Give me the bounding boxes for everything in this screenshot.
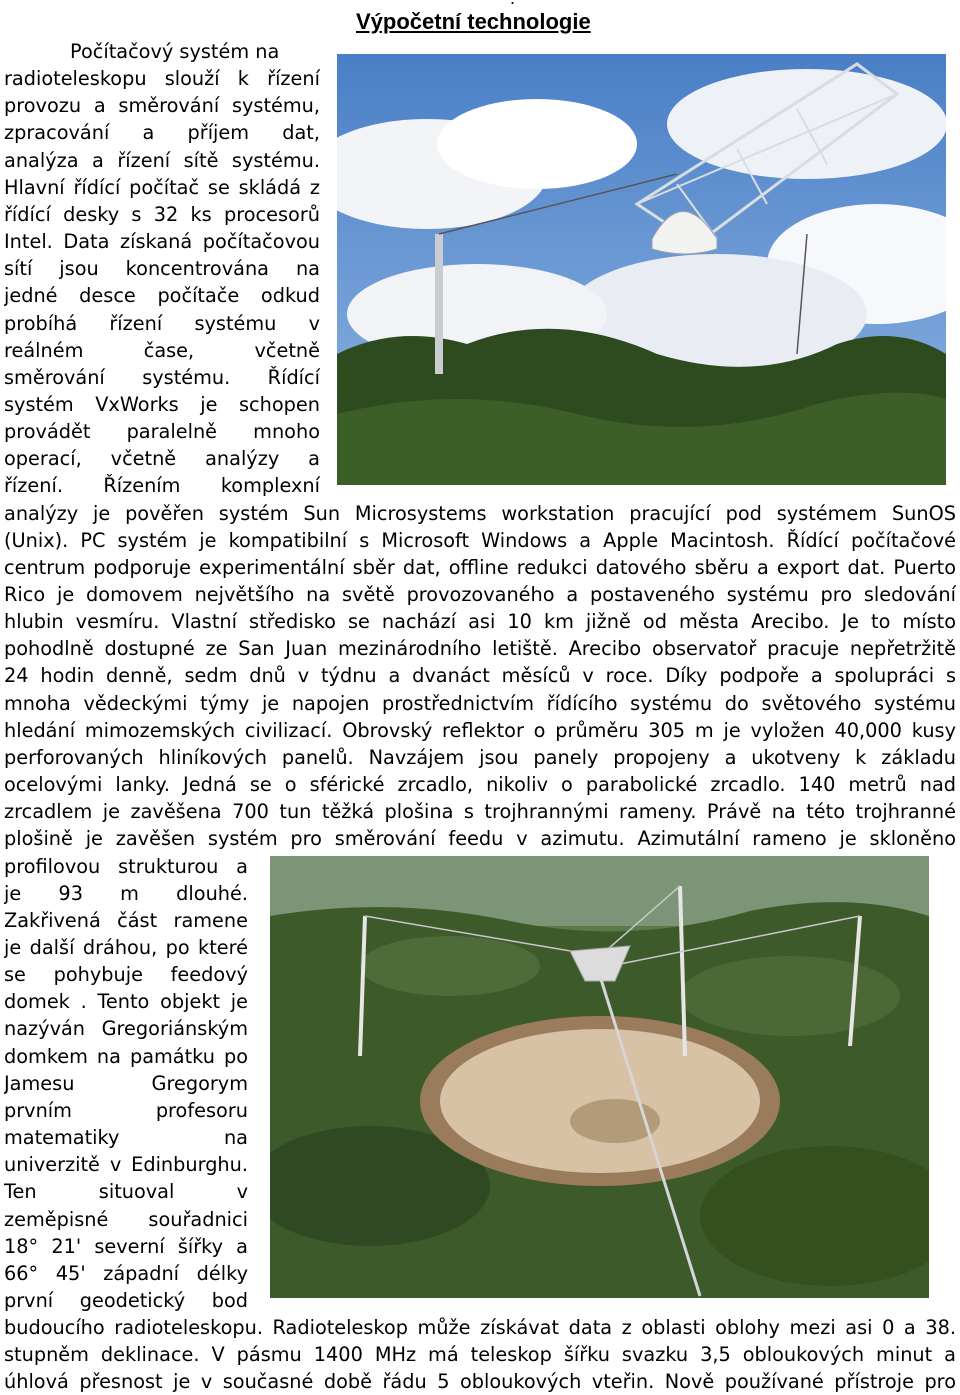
text-line: reálném čase, včetně [4, 338, 320, 362]
text-line: se pohybuje feedový [4, 963, 248, 987]
text-line: směrování systému. Řídící [4, 365, 320, 389]
text-line: analýzy je pověřen systém Sun Microsystems workstation pracující pod systémem SunOS [4, 501, 956, 525]
text-line: je 93 m dlouhé. [4, 881, 248, 905]
text-line: systém VxWorks je schopen [4, 392, 320, 416]
text-line: perforovaných hliníkových panelů. Navzájem jsou panely propojeny a ukotveny k základu [4, 745, 956, 769]
text-line: Ten situoval v [4, 1180, 248, 1204]
aerial-photo [270, 856, 929, 1298]
text-line: zpracování a příjem dat, [4, 121, 320, 145]
text-line: jedné desce počítače odkud [4, 284, 320, 308]
text-line: radioteleskopu slouží k řízení [4, 67, 320, 91]
text-line: 18° 21' severní šířky a [4, 1234, 248, 1258]
text-line: Intel. Data získaná počítačovou [4, 230, 320, 253]
text-line: zrcadlem je zavěšena 700 tun těžká plošina s trojhrannými rameny. Právě na této trojhranné [4, 800, 956, 824]
text-line: probíhá řízení systému v [4, 311, 320, 335]
text-line: univerzitě v Edinburghu. [4, 1153, 248, 1177]
text-line: úhlová přesnost je v současné době řádu 5 obloukových vteřin. Nově používané přístroje pro [4, 1370, 956, 1394]
text-line: domkem na památku po [4, 1044, 248, 1068]
text-line: zeměpisné souřadnici [4, 1207, 248, 1231]
text-line: pohodlně dostupné ze San Juan mezinárodního letiště. Arecibo observatoř pracuje nepřetržitě [4, 637, 956, 661]
text-line: provozu a směrování systému, [4, 94, 320, 118]
text-line: Hlavní řídící počítač se skládá z [4, 175, 320, 199]
text-line: řídící desky s 32 ks procesorů [4, 202, 320, 226]
text-line: ocelovými lanky. Jedná se o sférické zrcadlo, nikoliv o parabolické zrcadlo. 140 metrů nad [4, 773, 956, 796]
text-line: budoucího radioteleskopu. Radioteleskop může získávat data z oblasti oblohy mezi asi 0 a 38. [4, 1316, 956, 1339]
text-line: hledání mimozemských civilizací. Obrovský reflektor o průměru 305 m je vyložen 40,000 kusy [4, 718, 956, 742]
text-line: provádět paralelně mnoho [4, 420, 320, 444]
text-line: Jamesu Gregorym [4, 1071, 248, 1095]
text-line: Rico je domovem největšího na světě provozovaného a postaveného systému pro sledování [4, 583, 956, 606]
text-line: 66° 45' západní délky [4, 1261, 248, 1285]
text-line: (Unix). PC systém je kompatibilní s Microsoft Windows a Apple Macintosh. Řídící počítačové [4, 528, 956, 552]
text-line: sítí jsou koncentrována na [4, 257, 320, 281]
page-heading: Výpočetní technologie [356, 9, 591, 34]
text-line: operací, včetně analýzy a [4, 447, 320, 471]
text-line: centrum podporuje experimentální sběr dat, offline redukci datového sběru a export dat. Puerto [4, 555, 956, 579]
text-line: domek . Tento objekt je [4, 990, 248, 1014]
text-line: nazýván Gregoriánským [4, 1017, 248, 1041]
text-line: analýza a řízení sítě systému. [4, 148, 320, 172]
text-line: Počítačový systém na [70, 40, 280, 63]
platform-photo [337, 54, 946, 485]
text-line: první geodetický bod [4, 1288, 248, 1312]
text-line: hlubin vesmíru. Vlastní středisko se nachází asi 10 km jižně od města Arecibo. Je to místo [4, 610, 956, 634]
text-line: prvním profesoru [4, 1098, 248, 1122]
text-line: mnoha vědeckými týmy je napojen prostřednictvím řídícího systému do světového systému [4, 691, 956, 715]
text-line: stupněm deklinace. V pásmu 1400 MHz má teleskop šířku svazku 3,5 obloukových minut a [4, 1343, 956, 1367]
text-line: matematiky na [4, 1126, 248, 1149]
text-line: plošině je zavěšen systém pro směrování feedu v azimutu. Azimutální rameno je skloněno [4, 827, 956, 851]
text-line: profilovou strukturou a [4, 854, 248, 878]
text-line: řízení. Řízením komplexní [4, 474, 320, 498]
text-line: je další dráhou, po které [4, 935, 248, 959]
text-line: Zakřivená část ramene [4, 908, 248, 932]
text-line: 24 hodin denně, sedm dnů v týdnu a dvanáct měsíců v roce. Díky podpoře a spolupráci s [4, 664, 956, 688]
